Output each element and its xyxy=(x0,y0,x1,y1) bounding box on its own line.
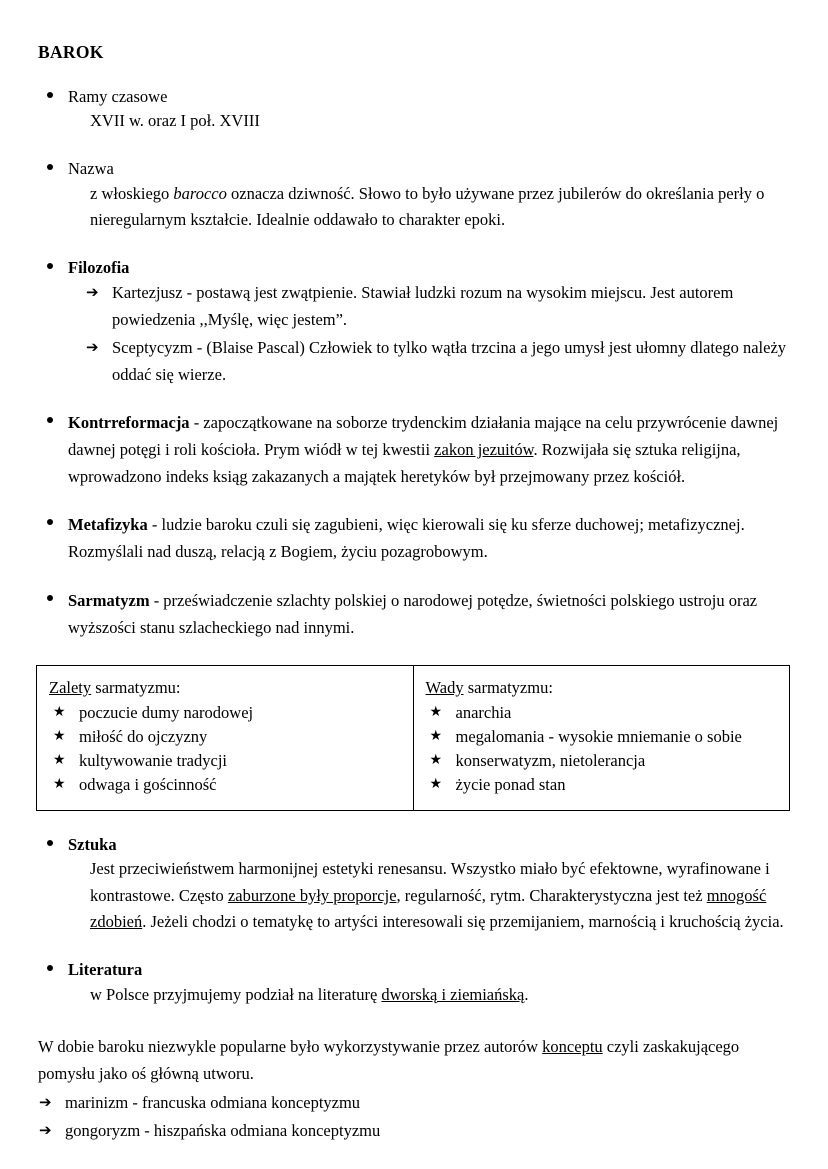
header-rest: sarmatyzmu: xyxy=(91,678,181,698)
section-heading: Ramy czasowe xyxy=(68,87,168,106)
section-filozofia xyxy=(38,256,790,388)
closing-block xyxy=(38,1034,790,1144)
list-item xyxy=(49,725,401,749)
table-column-header xyxy=(49,676,401,700)
list-item xyxy=(49,701,401,725)
section-literatura xyxy=(38,958,790,1008)
body-text-1: - przeświadczenie szlachty polskiej o narodowej potędze, świetności polskiego ustroju oraz wyższości stanu szlacheckiego nad innymi. xyxy=(68,590,758,637)
body-text-1: w Polsce przyjmujemy podział na literaturę xyxy=(90,984,382,1004)
star-icon: ★ xyxy=(429,776,443,793)
arrow-right-icon: ➔ xyxy=(86,337,99,356)
sarmatyzm-comparison-table xyxy=(36,665,790,810)
star-icon: ★ xyxy=(429,752,443,769)
arrow-right-icon: ➔ xyxy=(86,283,99,302)
body-text-2: . xyxy=(524,984,529,1004)
body-text-post: oznacza dziwność. Słowo to było używane przez jubilerów do określania perły o nieregularnym kształcie. Idealnie oddawało to charakter epoki. xyxy=(90,183,765,230)
body-text-1: - ludzie baroku czuli się zagubieni, więc kierowali się ku sferze duchowej; metafizycznej. Rozmyślali nad duszą, relacją z Bogiem, życiu pozagrobowym. xyxy=(68,515,745,562)
list-item-label: Sceptycyzm - (Blaise Pascal) Człowiek to tylko wątła trzcina a jego umysł jest ułomny dlatego należy oddać się wierze. xyxy=(112,337,787,384)
bullet-dot-icon xyxy=(47,595,53,601)
list-item-label: miłość do ojczyzny xyxy=(79,727,208,747)
body-text-1: - zapoczątkowane na soborze trydenckim działania mające na celu przywrócenie dawnej dawnej potęgi i roli kościoła. Prym wiódł w tej kwestii xyxy=(68,413,779,460)
section-body xyxy=(90,856,790,936)
body-text-2: czyli zaskakującego pomysłu jako oś główną utworu. xyxy=(38,1037,740,1083)
bullet-dot-icon xyxy=(47,164,53,170)
underlined-term: konceptu xyxy=(542,1037,603,1057)
bullet-dot-icon xyxy=(47,965,53,971)
arrow-right-icon: ➔ xyxy=(39,1092,52,1111)
list-item-label: poczucie dumy narodowej xyxy=(79,703,254,723)
section-body xyxy=(90,181,790,234)
list-item xyxy=(426,773,778,797)
arrow-list-closing xyxy=(38,1090,790,1144)
table-column-header xyxy=(426,676,778,700)
section-metafizyka xyxy=(38,512,790,565)
star-icon: ★ xyxy=(429,728,443,745)
list-item-label: gongoryzm - hiszpańska odmiana konceptyzmu xyxy=(65,1120,381,1140)
italic-term: barocco xyxy=(173,183,227,203)
list-item-label: anarchia xyxy=(455,703,512,723)
table-cell-zalety xyxy=(37,666,414,810)
list-item xyxy=(426,749,778,773)
star-icon: ★ xyxy=(53,776,66,793)
body-text-pre: z włoskiego xyxy=(90,183,174,203)
section-body xyxy=(68,588,790,641)
star-icon: ★ xyxy=(53,704,66,721)
body-text-2: . Rozwijała się sztuka religijna, wprowadzono indeks ksiąg zakazanych a majątek heretyków był przejmowany przez kościół. xyxy=(68,440,741,486)
header-underlined-term: Zalety xyxy=(49,678,92,698)
section-sztuka xyxy=(38,833,790,937)
section-body xyxy=(68,410,790,490)
list-item xyxy=(49,749,401,773)
list-item-label: Kartezjusz - postawą jest zwątpienie. Stawiał ludzki rozum na wysokim miejscu. Jest autorem powiedzenia ,,Myślę, więc jestem”. xyxy=(112,283,734,330)
arrow-list-filozofia xyxy=(86,280,790,388)
table-cell-wady xyxy=(413,666,790,810)
section-body xyxy=(90,982,790,1009)
star-icon: ★ xyxy=(429,704,443,721)
bullet-dot-icon xyxy=(47,840,53,846)
section-body: XVII w. oraz I poł. XVIII xyxy=(90,111,260,131)
list-item xyxy=(38,1118,790,1144)
star-list-wady xyxy=(426,701,778,797)
section-heading: Nazwa xyxy=(68,159,114,179)
underlined-term: mnogość zdobień xyxy=(90,885,767,932)
underlined-term: zaburzone były proporcje xyxy=(227,885,397,905)
list-item xyxy=(426,725,778,749)
bullet-dot-icon xyxy=(47,92,53,98)
bullet-dot-icon xyxy=(47,263,53,269)
bullet-dot-icon xyxy=(47,519,53,525)
table-row xyxy=(37,666,790,810)
list-item xyxy=(38,1090,790,1116)
bullet-dot-icon xyxy=(47,417,53,423)
section-heading: Sarmatyzm xyxy=(68,590,150,610)
arrow-right-icon: ➔ xyxy=(39,1120,52,1139)
section-sarmatyzm xyxy=(38,588,790,641)
list-item-label: życie ponad stan xyxy=(455,775,566,795)
body-text-2: , regularność, rytm. Charakterystyczna jest też xyxy=(396,885,707,905)
section-ramy-czasowe xyxy=(38,85,790,135)
header-rest: sarmatyzmu: xyxy=(463,678,553,698)
list-item xyxy=(86,335,790,388)
body-text-1: W dobie baroku niezwykle popularne było wykorzystywanie przez autorów xyxy=(38,1037,543,1057)
body-text-3: . Jeżeli chodzi o tematykę to artyści interesowali się przemijaniem, marnością i kruchością życia. xyxy=(142,912,784,932)
list-item xyxy=(86,280,790,333)
list-item xyxy=(426,701,778,725)
list-item xyxy=(49,773,401,797)
star-icon: ★ xyxy=(53,752,66,769)
underlined-term: zakon jezuitów xyxy=(434,440,534,460)
header-underlined-term: Wady xyxy=(425,678,464,698)
section-body xyxy=(68,512,790,565)
section-heading: Filozofia xyxy=(68,258,130,277)
section-kontrreformacja xyxy=(38,410,790,490)
list-item-label: kultywowanie tradycji xyxy=(79,751,228,771)
section-heading: Kontrreformacja xyxy=(68,413,190,433)
section-heading: Metafizyka xyxy=(68,515,148,535)
list-item-label: marinizm - francuska odmiana konceptyzmu xyxy=(65,1092,361,1112)
closing-paragraph xyxy=(38,1034,790,1087)
star-list-zalety xyxy=(49,701,401,797)
underlined-term: dworską i ziemiańską xyxy=(381,984,525,1004)
list-item-label: konserwatyzm, nietolerancja xyxy=(455,751,646,771)
page-title: BAROK xyxy=(38,42,104,62)
section-nazwa xyxy=(38,157,790,234)
body-text-1: Jest przeciwieństwem harmonijnej estetyki renesansu. Wszystko miało być efektowne, wyrafinowane i kontrastowe. Często xyxy=(90,858,770,905)
list-item-label: megalomania - wysokie mniemanie o sobie xyxy=(455,727,742,747)
star-icon: ★ xyxy=(53,728,66,745)
section-heading: Sztuka xyxy=(68,834,117,854)
list-item-label: odwaga i gościnność xyxy=(79,775,217,795)
section-heading: Literatura xyxy=(68,960,143,980)
